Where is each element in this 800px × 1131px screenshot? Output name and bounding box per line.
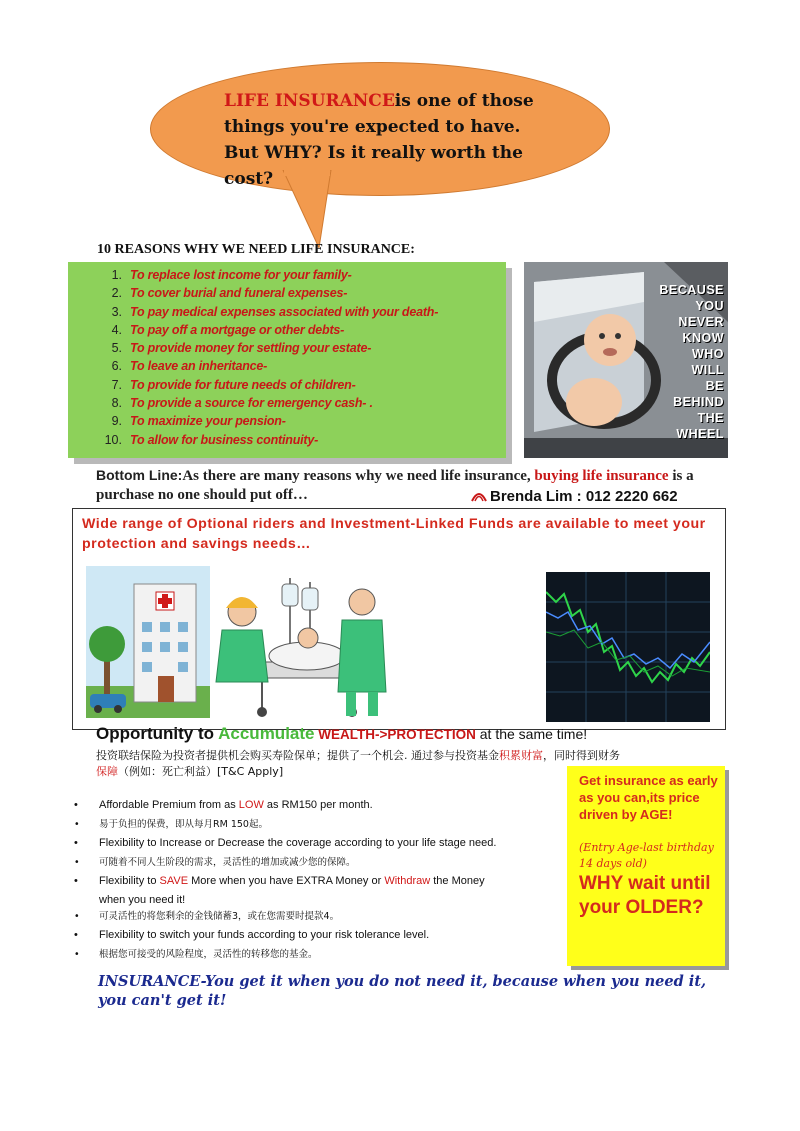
- bubble-text: [224, 88, 554, 192]
- list-item: 2. To cover burial and funeral expenses-: [111, 286, 348, 301]
- reason-list: [96, 266, 516, 449]
- riders-text: Wide range of Optional riders and Investment-Linked Funds are available to meet your protection and savings needs…: [82, 516, 706, 552]
- list-item: 10. To allow for business continuity-: [104, 432, 319, 447]
- reasons-heading: 10 REASONS WHY WE NEED LIFE INSURANCE:: [97, 242, 415, 257]
- age-callout-note: (Entry Age-last birthday 14 days old): [579, 841, 714, 870]
- list-item: 4. To pay off a mortgage or other debts-: [111, 322, 345, 337]
- chinese-intro: 投资联结保险为投资者提供机会购买寿险保单；提供了一个机会. 通过参与投资基金积累财富，同时得到财务保障（例如：死亡利益）[T&C Apply]: [96, 749, 620, 778]
- bubble-highlight: LIFE INSURANCE: [224, 91, 395, 111]
- bottom-line: Bottom Line:As there are many reasons why we need life insurance, buying life insurance is a purchase no one should put off…: [96, 467, 694, 503]
- list-item: 1. To replace lost income for your family-: [111, 268, 352, 282]
- list-item: 9. To maximize your pension-: [111, 414, 286, 429]
- stock-graph-illustration: [546, 572, 710, 722]
- list-item: 7. To provide for future needs of children-: [111, 377, 356, 392]
- age-callout-title: Get insurance as early as you can,its price driven by AGE!: [579, 773, 718, 822]
- list-item: • 可随着不同人生阶段的需求，灵活性的增加或减少您的保障。: [74, 853, 564, 872]
- list-item: 6. To leave an inheritance-: [111, 359, 268, 374]
- list-item: • 易于负担的保费，即从每月RM 150起。: [74, 815, 564, 834]
- benefit-list: [74, 796, 564, 964]
- list-item: 3. To pay medical expenses associated with your death-: [111, 304, 439, 319]
- list-item: • 根据您可接受的风险程度，灵活性的转移您的基金。: [74, 945, 564, 964]
- contact-text: Brenda Lim : 012 2220 662: [490, 488, 678, 505]
- age-callout-question: WHY wait until your OLDER?: [579, 873, 711, 918]
- nurses-patient-illustration: [212, 572, 388, 720]
- contact-info: [470, 488, 678, 505]
- bubble-body: is one of those things you're expected to have. But WHY? Is it really worth the cost?: [224, 91, 534, 189]
- list-item: 5. To provide money for settling your estate-: [111, 341, 372, 356]
- list-item: • Affordable Premium from as LOW as RM150 per month.: [74, 796, 564, 815]
- baby-caption: BECAUSE YOU NEVER KNOW WHO WILL BE BEHIND THE WHEEL: [659, 283, 724, 441]
- baby-driving-image: [524, 262, 728, 458]
- opportunity-heading: Opportunity to Accumulate WEALTH->PROTECTION at the same time!: [96, 724, 588, 743]
- stock-chart-image: [546, 572, 710, 722]
- list-item: 8. To provide a source for emergency cash- .: [111, 396, 373, 411]
- list-item: • Flexibility to switch your funds according to your risk tolerance level.: [74, 926, 564, 945]
- footer-slogan: INSURANCE-You get it when you do not need it, because when you need it, you can't get it!: [98, 973, 707, 1009]
- company-logo-icon: [470, 489, 488, 503]
- hospital-illustration: [86, 566, 210, 718]
- list-item: • Flexibility to SAVE More when you have EXTRA Money or Withdraw the Money when you need it!: [74, 872, 564, 891]
- list-item: • 可灵活性的将您剩余的金钱储蓄3，或在您需要时提款4。: [74, 907, 564, 926]
- list-item: • Flexibility to Increase or Decrease the coverage according to your life stage need.: [74, 834, 564, 853]
- bottom-line-label: Bottom Line:: [96, 467, 183, 483]
